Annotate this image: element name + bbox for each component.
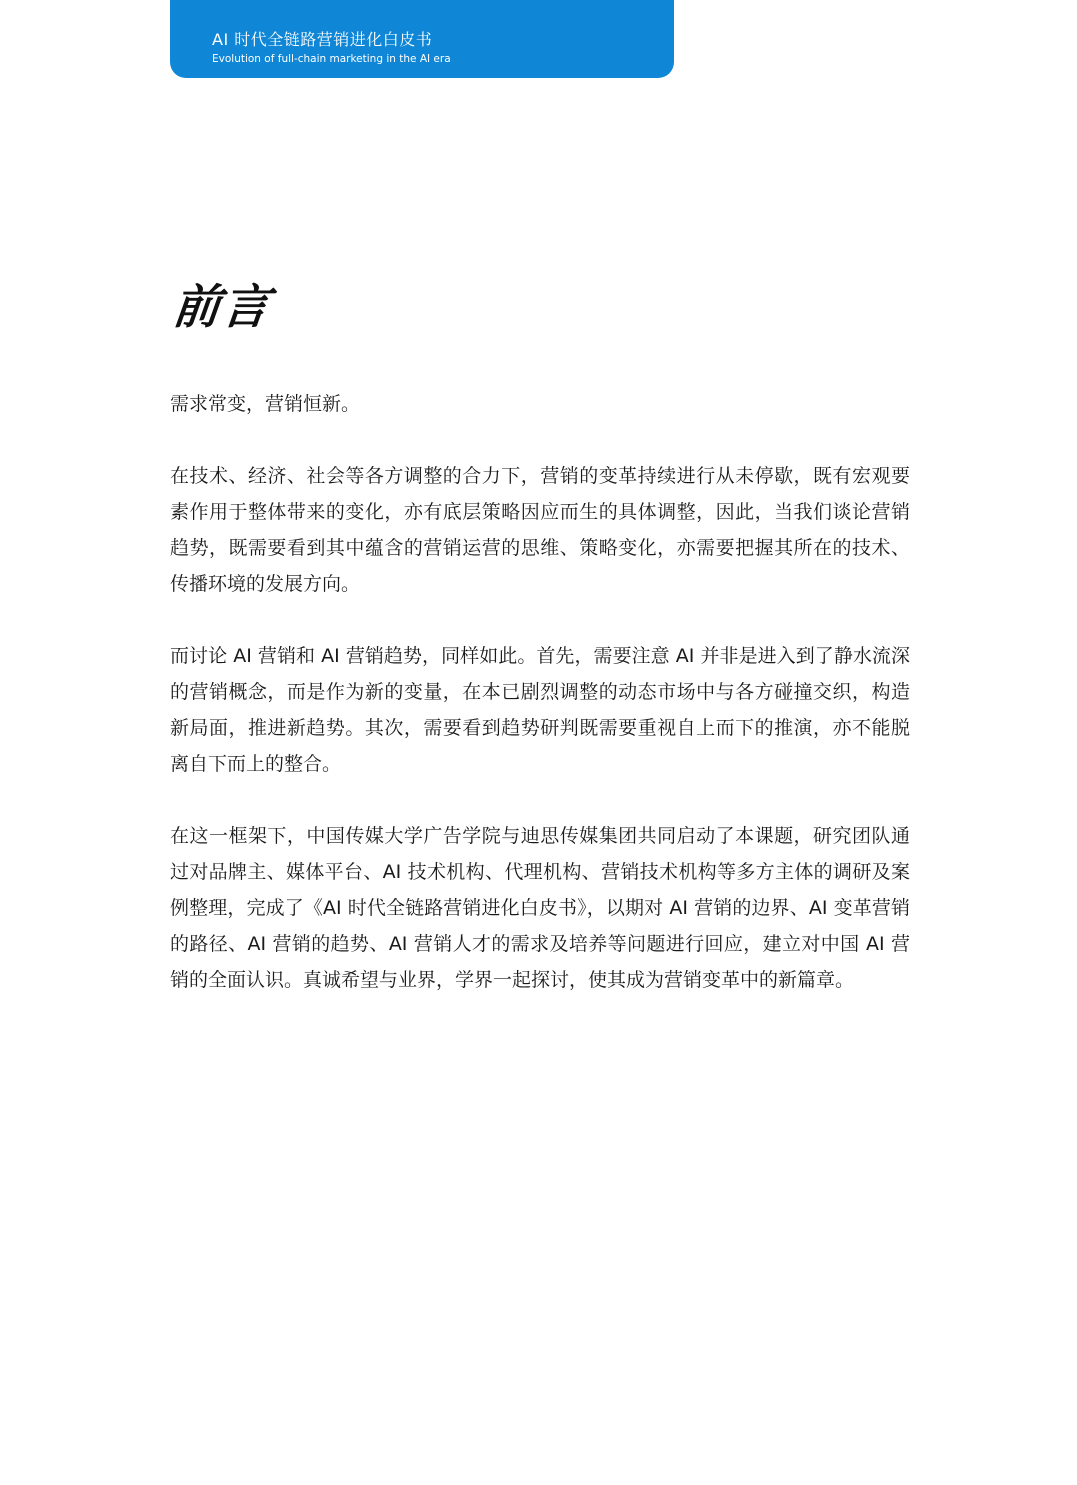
paragraph-1: 需求常变，营销恒新。: [170, 393, 361, 415]
preface-body: [170, 386, 910, 1034]
page-title: 前言: [170, 280, 274, 335]
paragraph-3: 而讨论 AI 营销和 AI 营销趋势，同样如此。首先，需要注意 AI 并非是进入到了静水流深的营销概念，而是作为新的变量，在本已剧烈调整的动态市场中与各方碰撞交织，构造新局面，推进新趋势。其次，需要看到趋势研判既需要重视自上而下的推演，亦不能脱离自下而上的整合。: [170, 645, 910, 775]
paragraph-4: 在这一框架下，中国传媒大学广告学院与迪思传媒集团共同启动了本课题，研究团队通过对品牌主、媒体平台、AI 技术机构、代理机构、营销技术机构等多方主体的调研及案例整理，完成了《AI 时代全链路营销进化白皮书》，以期对 AI 营销的边界、AI 变革营销的路径、AI 营销的趋势、AI 营销人才的需求及培养等问题进行回应，建立对中国 AI 营销的全面认识。真诚希望与业界，学界一起探讨，使其成为营销变革中的新篇章。: [170, 825, 910, 991]
header-subtitle: Evolution of full-chain marketing in the AI era: [212, 53, 451, 65]
paragraph-2: 在技术、经济、社会等各方调整的合力下，营销的变革持续进行从未停歇，既有宏观要素作用于整体带来的变化，亦有底层策略因应而生的具体调整，因此，当我们谈论营销趋势，既需要看到其中蕴含的营销运营的思维、策略变化，亦需要把握其所在的技术、传播环境的发展方向。: [170, 465, 910, 595]
header-title: AI 时代全链路营销进化白皮书: [212, 30, 433, 49]
header-banner: [170, 0, 674, 78]
